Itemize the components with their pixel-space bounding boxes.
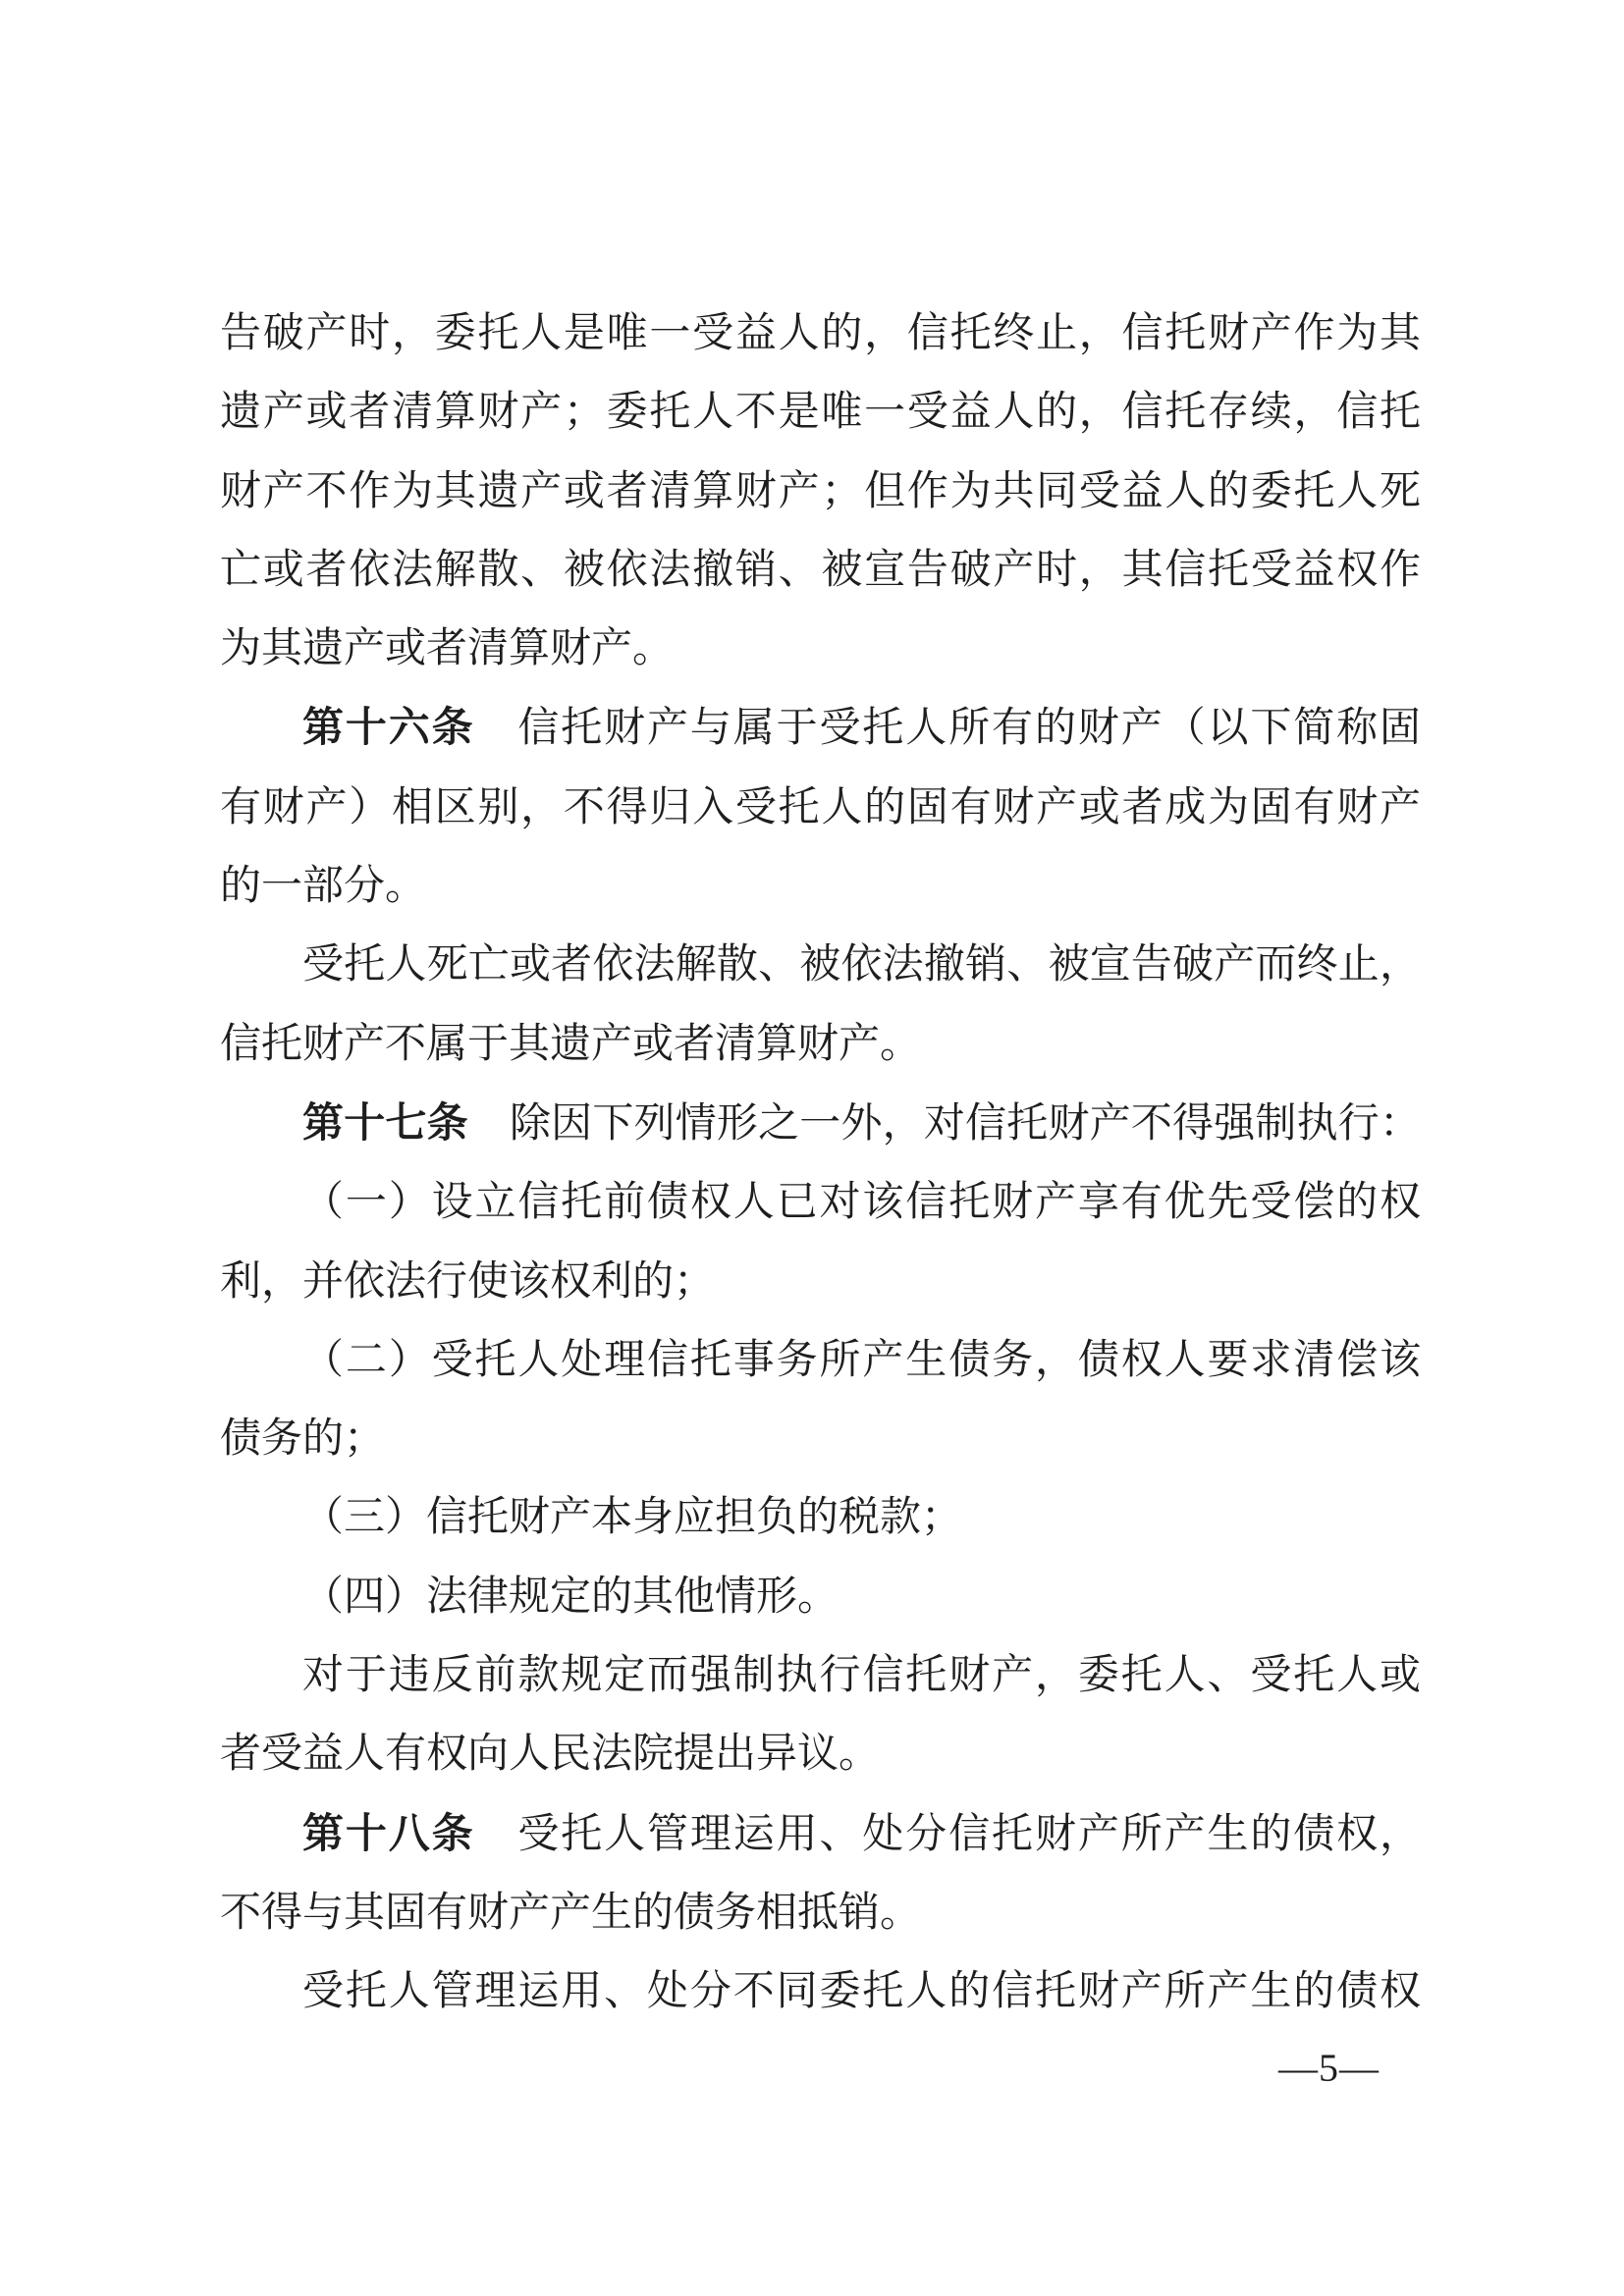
article-line: 第十六条 信托财产与属于受托人所有的财产（以下简称固 — [302, 704, 1421, 752]
article-number-heading: 第十六条 — [302, 704, 475, 751]
text-line: 对于违反前款规定而强制执行信托财产，委托人、受托人或 — [302, 1653, 1421, 1699]
text-line: 债务的； — [220, 1416, 386, 1463]
text-line: 有财产）相区别，不得归入受托人的固有财产或者成为固有财产 — [220, 784, 1421, 830]
text-line: 受托人管理运用、处分不同委托人的信托财产所产生的债权 — [302, 1969, 1421, 2015]
text-line: （四）法律规定的其他情形。 — [302, 1574, 839, 1620]
text-line: 的一部分。 — [220, 864, 427, 910]
text-line: 财产不作为其遗产或者清算财产；但作为共同受益人的委托人死 — [220, 468, 1421, 514]
article-number-heading: 第十八条 — [302, 1809, 475, 1856]
text-line: 受托人死亡或者依法解散、被依法撤销、被宣告破产而终止， — [302, 942, 1421, 988]
text-line: （三）信托财产本身应担负的税款； — [302, 1495, 963, 1541]
text-line: （一）设立信托前债权人已对该信托财产享有优先受偿的权 — [302, 1180, 1421, 1226]
article-line: 第十七条 除因下列情形之一外，对信托财产不得强制执行： — [302, 1098, 1421, 1147]
text-line: 亡或者依法解散、被依法撤销、被宣告破产时，其信托受益权作 — [220, 547, 1421, 593]
text-line: 不得与其固有财产产生的债务相抵销。 — [220, 1890, 922, 1936]
text-line: 遗产或者清算财产；委托人不是唯一受益人的，信托存续，信托 — [220, 390, 1421, 436]
text-line: 信托财产不属于其遗产或者清算财产。 — [220, 1021, 922, 1067]
article-number-heading: 第十七条 — [302, 1098, 468, 1146]
document-body — [220, 294, 1421, 2032]
text-line: 为其遗产或者清算财产。 — [220, 626, 675, 672]
text-line: 利，并依法行使该权利的； — [220, 1258, 716, 1305]
page-number: —5— — [1278, 2046, 1380, 2090]
text-line: 告破产时，委托人是唯一受益人的，信托终止，信托财产作为其 — [220, 311, 1421, 356]
article-line: 第十八条 受托人管理运用、处分信托财产所产生的债权， — [302, 1809, 1421, 1857]
text-line: （二）受托人处理信托事务所产生债务，债权人要求清偿该 — [302, 1337, 1421, 1383]
text-line: 者受益人有权向人民法院提出异议。 — [220, 1732, 881, 1778]
